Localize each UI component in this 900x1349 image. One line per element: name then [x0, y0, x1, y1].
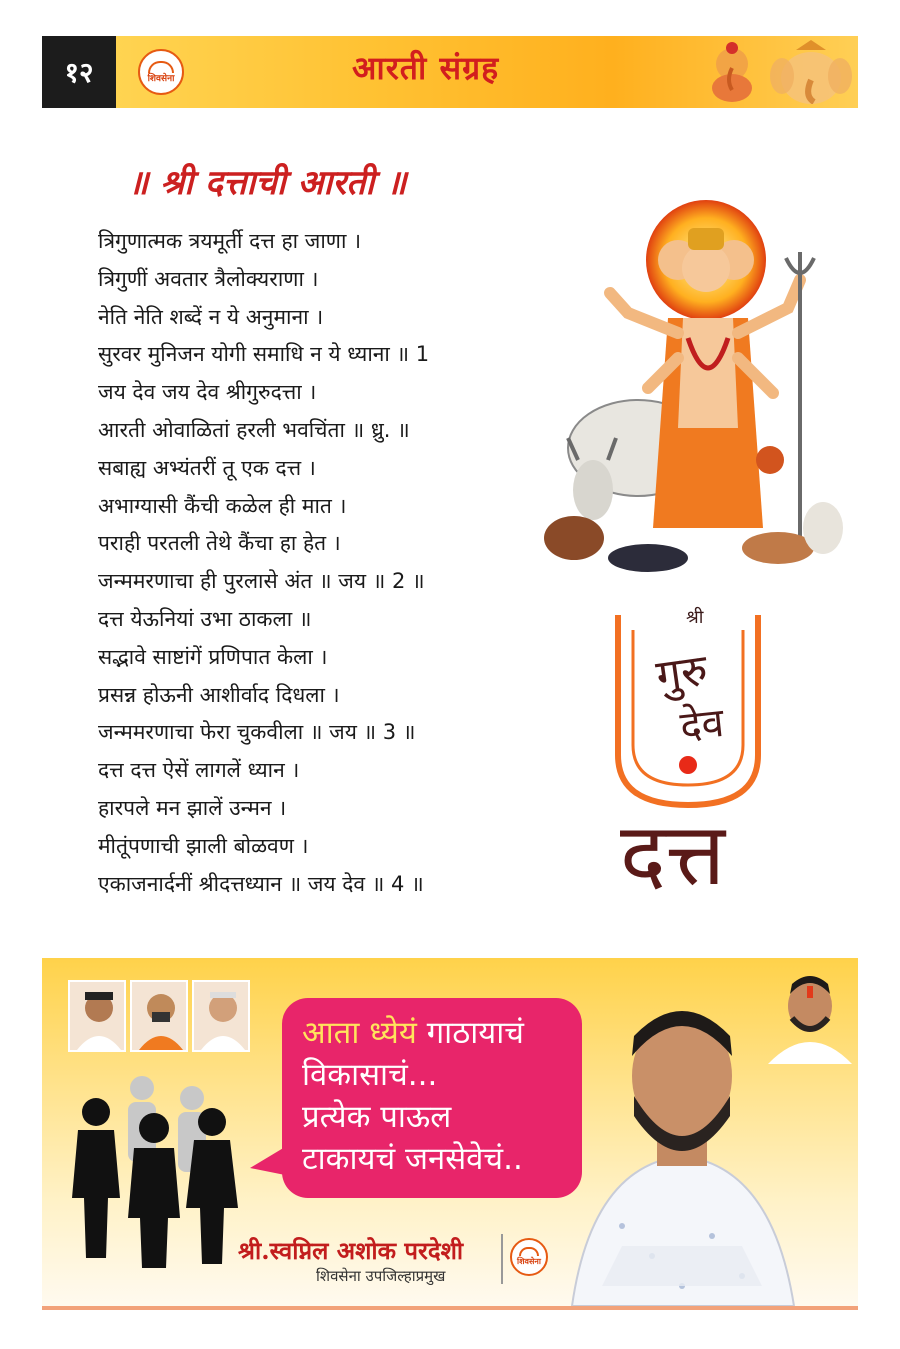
- lyric-line: आरती ओवाळितां हरली भवचिंता ॥ ध्रु. ॥: [98, 417, 410, 442]
- logo-text: शिवसेना: [147, 73, 175, 84]
- lyric-line: सुरवर मुनिजन योगी समाधि न ये ध्याना ॥ 1: [98, 342, 430, 367]
- lyric-line: हारपले मन झालें उन्मन ।: [98, 795, 287, 820]
- lyric-line: अभाग्यासी कैंची कळेल ही मात ।: [98, 493, 347, 518]
- slogan-line: [302, 1012, 562, 1054]
- shivsena-logo: [510, 1238, 548, 1276]
- gurudev-datta-calligraphy: [608, 605, 788, 925]
- aarti-lyrics: [98, 226, 568, 906]
- bow-arrow-icon: [519, 1247, 539, 1256]
- dattatreya-illustration: [538, 198, 850, 578]
- lyric-line: सबाह्य अभ्यंतरीं तू एक दत्त ।: [98, 455, 316, 480]
- lyric-line: मीतूंपणाची झाली बोळवण ।: [98, 833, 309, 858]
- shivsena-logo: [138, 49, 184, 95]
- banner-bottom-line: [42, 1306, 858, 1310]
- calli-dev: देव: [677, 699, 727, 751]
- page-title: आरती संग्रह: [352, 49, 500, 87]
- campaign-banner: [42, 958, 858, 1308]
- lyric-line: दत्त दत्त ऐसें लागलें ध्यान ।: [98, 758, 300, 783]
- lyric-line: त्रिगुणात्मक त्रयमूर्ती दत्त हा जाणा ।: [98, 229, 362, 253]
- lyric-line: सद्भावे साष्टांगें प्रणिपात केला ।: [98, 644, 328, 669]
- slogan-speech-bubble: [282, 998, 582, 1198]
- calli-shri: श्री: [686, 607, 704, 628]
- lyric-line: पराही परतली तेथे कैंचा हा हेत ।: [98, 531, 341, 556]
- aarti-title: ॥ श्री दत्ताची आरती ॥: [128, 163, 407, 203]
- candidate-role: शिवसेना उपजिल्हाप्रमुख: [316, 1267, 446, 1285]
- lyric-line: जन्ममरणाचा फेरा चुकवीला ॥ जय ॥ 3 ॥: [98, 720, 416, 745]
- leader-photo: [192, 980, 250, 1052]
- calli-guru: गुरु: [653, 644, 711, 703]
- slogan-line: विकासाचं...: [302, 1057, 438, 1093]
- page-number: १२: [42, 36, 116, 108]
- people-group-icon: [62, 1068, 242, 1268]
- leader-photo: [130, 980, 188, 1052]
- bow-arrow-icon: [148, 61, 174, 73]
- calli-datta: दत्त: [620, 805, 726, 905]
- lyric-line: त्रिगुणीं अवतार त्रैलोक्यराणा ।: [98, 266, 319, 291]
- lyric-line: जय देव जय देव श्रीगुरुदत्ता ।: [98, 380, 317, 405]
- lyric-line: प्रसन्न होऊनी आशीर्वाद दिधला ।: [98, 682, 340, 707]
- ganesha-face-icon: [768, 40, 854, 104]
- candidate-name: श्री.स्वप्निल अशोक परदेशी: [238, 1236, 464, 1265]
- lyric-line: एकाजनार्दनीं श्रीदत्तध्यान ॥ जय देव ॥ 4 ॥: [98, 871, 424, 896]
- lyric-line: जन्ममरणाचा ही पुरलासे अंत ॥ जय ॥ 2 ॥: [98, 569, 425, 594]
- slogan-highlight: आता ध्येयं: [302, 1015, 417, 1051]
- secondary-leader-photo: [764, 964, 856, 1064]
- page-header: [42, 36, 858, 108]
- lyric-line: नेति नेति शब्दें न ये अनुमाना ।: [98, 304, 324, 329]
- banner-divider: [501, 1234, 503, 1284]
- slogan-line: टाकायचं जनसेवेचं..: [302, 1141, 523, 1177]
- slogan-text: गाठायाचं: [416, 1015, 524, 1051]
- slogan-line: प्रत्येक पाऊल: [302, 1099, 452, 1135]
- logo-text: शिवसेना: [517, 1257, 541, 1266]
- ganesha-icon: [702, 40, 762, 104]
- lyric-line: दत्त येऊनियां उभा ठाकला ॥: [98, 606, 312, 631]
- leader-photo: [68, 980, 126, 1052]
